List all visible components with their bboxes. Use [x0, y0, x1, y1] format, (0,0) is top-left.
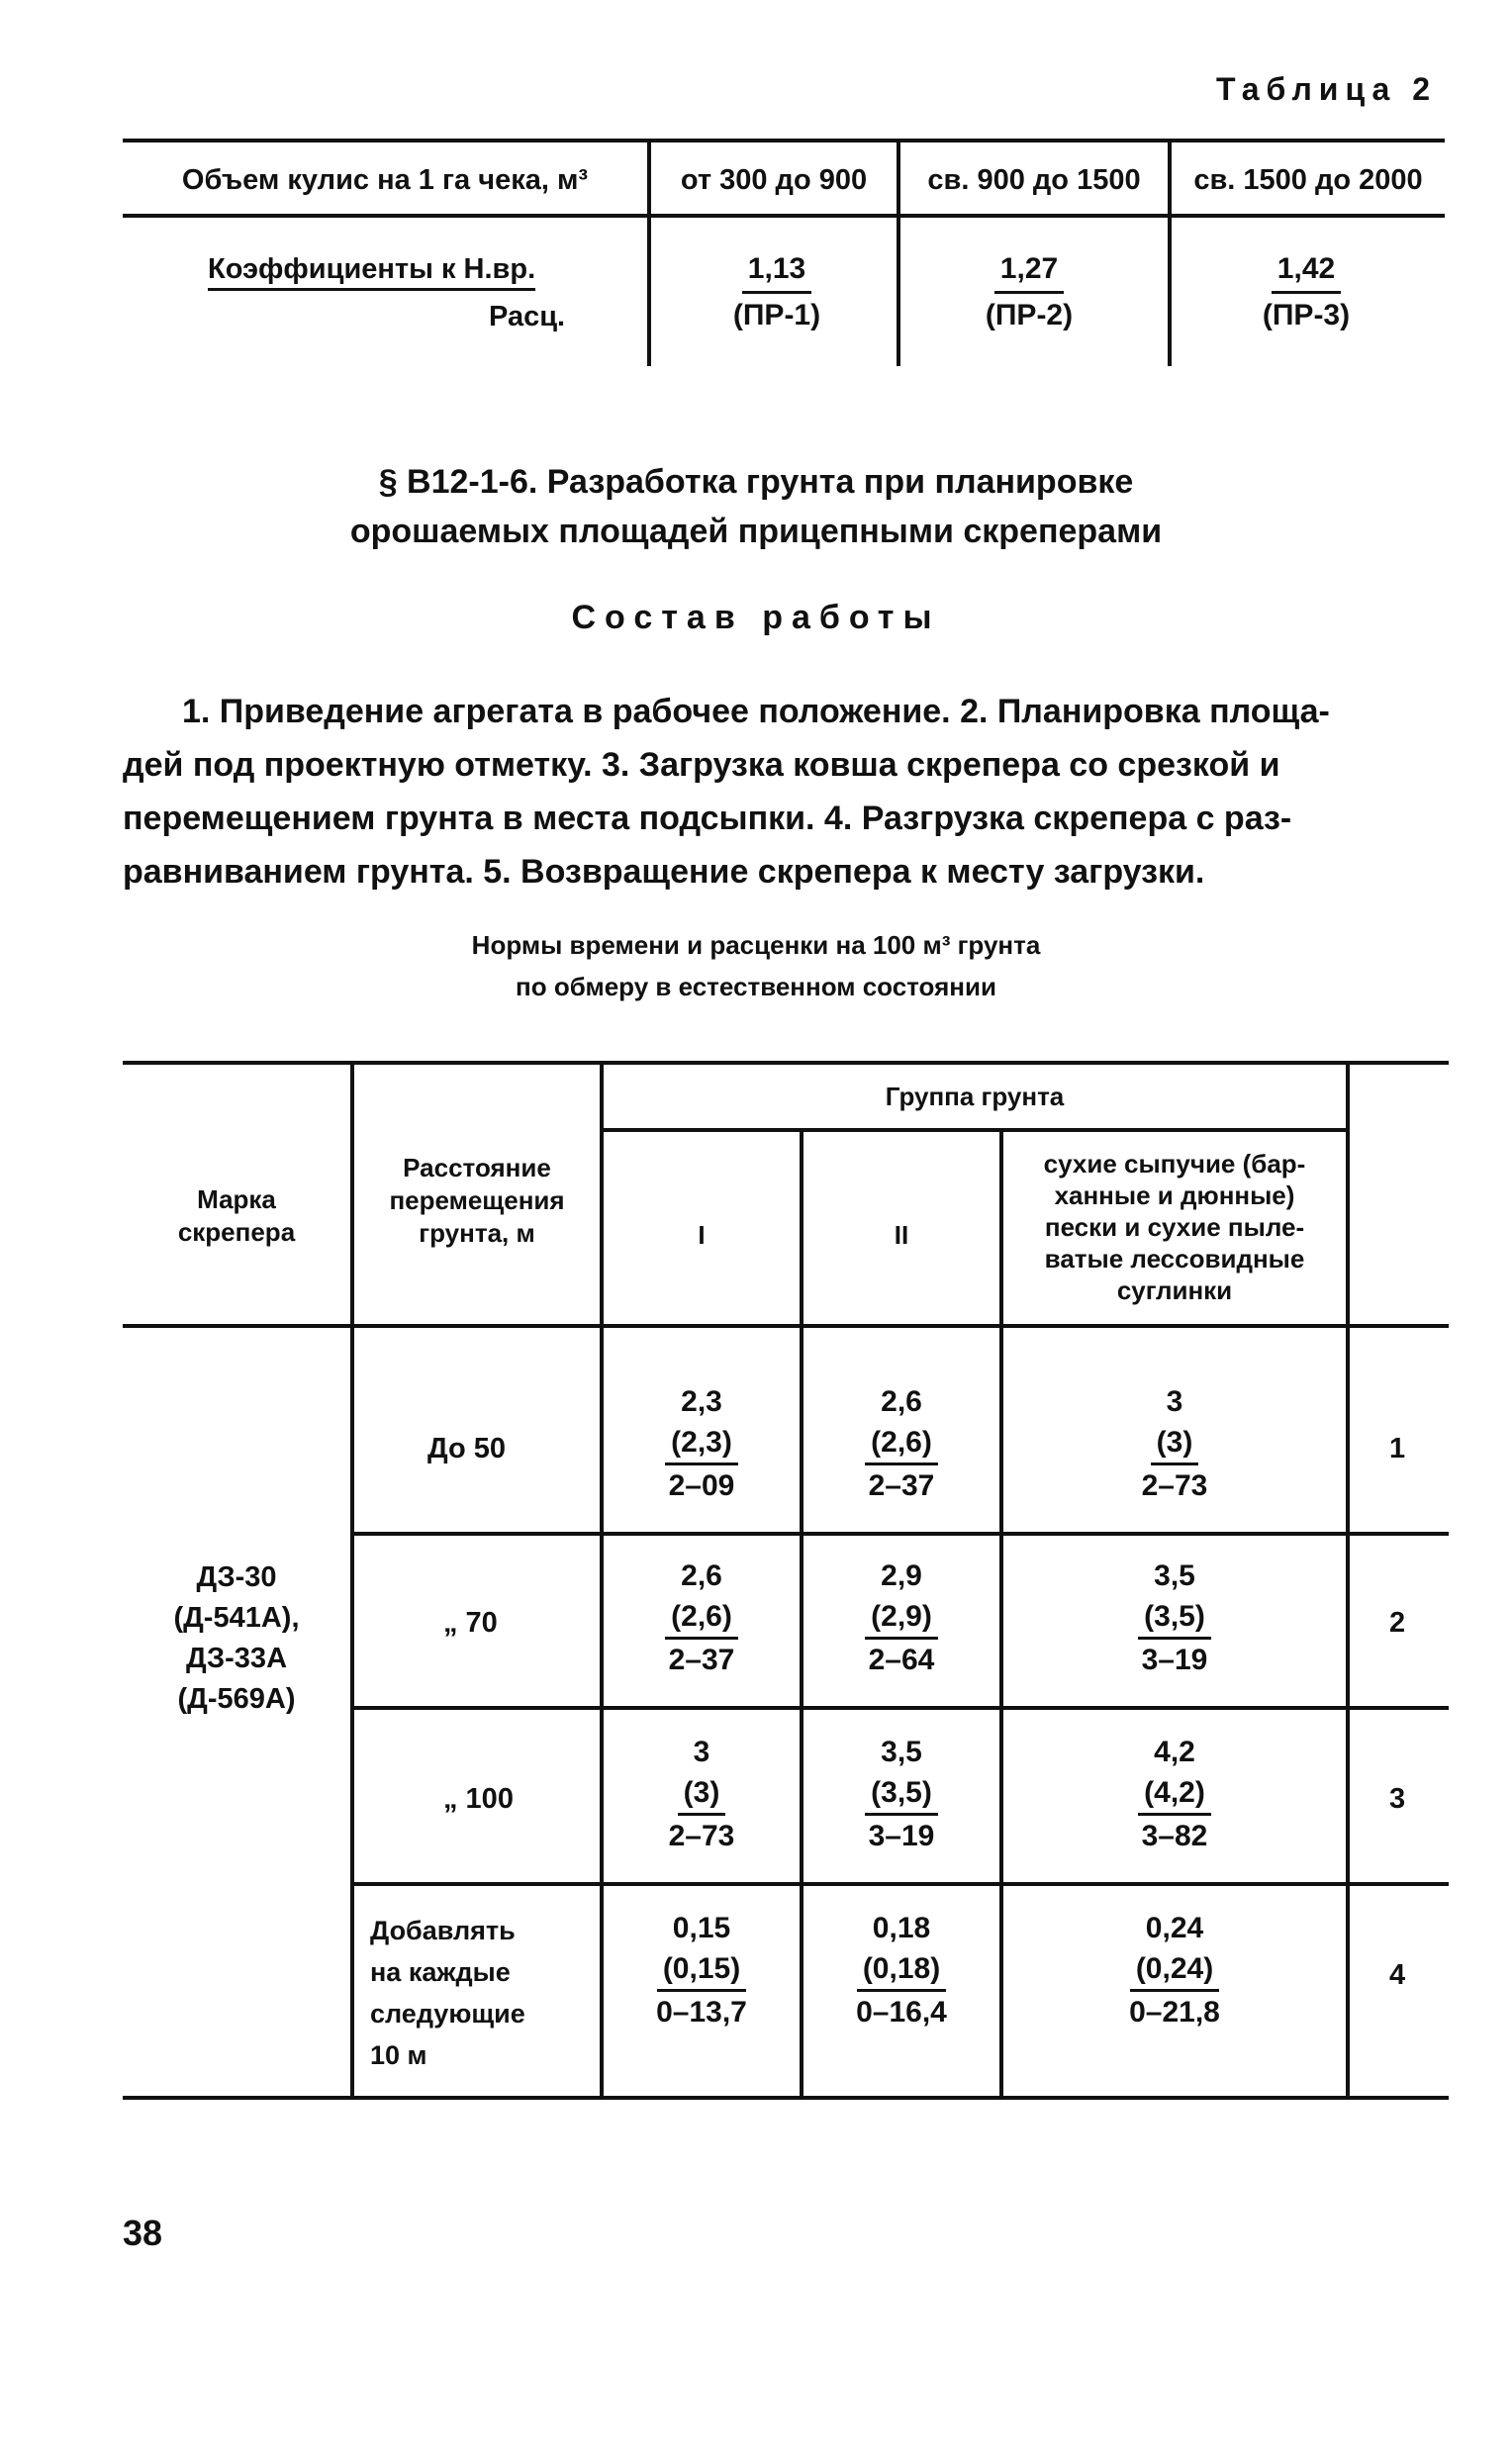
page-number: 38	[123, 2213, 163, 2253]
norm-cell: 3 (3) 2–73	[1141, 1385, 1208, 1502]
norms-caption-line2: по обмеру в естественном состоянии	[516, 972, 996, 1001]
table2-head-range-2: св. 900 до 1500	[927, 164, 1141, 196]
composition-heading: Состав работы	[571, 599, 941, 636]
section-title-line1: § В12-1-6. Разработка грунта при планировке	[378, 463, 1134, 501]
distance-4: Добавлять на каждые следующие 10 м	[370, 1916, 525, 2070]
text-line: 1. Приведение агрегата в рабочее положение. 2. Планировка площа-	[182, 693, 1330, 730]
table2-head-range-3: св. 1500 до 2000	[1193, 164, 1423, 196]
text-line: равниванием грунта. 5. Возвращение скрепера к месту загрузки.	[123, 853, 1205, 891]
norm-cell: 2,3 (2,3) 2–09	[604, 1381, 800, 1506]
text-line: перемещением грунта в места подсыпки. 4. Разгрузка скрепера с раз-	[123, 800, 1292, 837]
coef-value-3: 1,42 (ПР-3)	[1207, 247, 1405, 337]
norm-cell: 3,5 (3,5) 3–19	[803, 1732, 999, 1856]
composition-text	[123, 685, 1449, 898]
group-header: Группа грунта	[885, 1082, 1065, 1111]
coef-value-2: 1,27 (ПР-2)	[930, 247, 1128, 337]
norm-cell: 2,6 (2,6) 2–37	[803, 1381, 999, 1506]
header-distance: Расстояние перемещения грунта, м	[389, 1153, 565, 1248]
row-number-2: 2	[1389, 1607, 1406, 1639]
distance-1: До 50	[427, 1433, 507, 1464]
norm-cell: 0,18 (0,18) 0–16,4	[856, 1912, 947, 2029]
table-label: Таблица 2	[1215, 71, 1437, 107]
scraper-brand: ДЗ-30 (Д-541А), ДЗ-33А (Д-569А)	[173, 1561, 300, 1715]
norm-cell: 3,5 (3,5) 3–19	[1003, 1556, 1346, 1680]
norm-cell: 3 (3) 2–73	[668, 1736, 735, 1852]
norm-cell: 4,2 (4,2) 3–82	[1003, 1732, 1346, 1856]
row-number-3: 3	[1389, 1783, 1406, 1815]
coef-label: Коэффициенты к Н.вр.	[208, 253, 535, 291]
section-title-line2: орошаемых площадей прицепными скреперами	[349, 513, 1163, 550]
norm-cell: 0,15 (0,15) 0–13,7	[656, 1912, 747, 2029]
rate-label: Расц.	[489, 301, 566, 332]
header-group-3: сухие сыпучие (бар- ханные и дюнные) пески и сухие пыле- ватые лессовидные суглинки	[1043, 1149, 1306, 1305]
norm-cell: 2,9 (2,9) 2–64	[803, 1556, 999, 1680]
distance-2: „ 70	[443, 1607, 498, 1639]
norms-caption-line1: Нормы времени и расценки на 100 м³ грунта	[471, 930, 1041, 960]
header-group-1: I	[698, 1220, 706, 1250]
coef-value-1: 1,13 (ПР-1)	[683, 247, 871, 337]
row-number-4: 4	[1389, 1959, 1406, 1991]
norm-cell: 2,6 (2,6) 2–37	[604, 1556, 800, 1680]
norm-cell: 0,24 (0,24) 0–21,8	[1129, 1912, 1220, 2029]
row-number-1: 1	[1389, 1433, 1406, 1464]
header-group-2: II	[894, 1220, 909, 1250]
header-brand: Марка скрепера	[177, 1184, 296, 1247]
distance-3: „ 100	[443, 1783, 514, 1815]
text-line: дей под проектную отметку. 3. Загрузка ковша скрепера со срезкой и	[123, 746, 1280, 784]
table2-head-volume: Объем кулис на 1 га чека, м³	[181, 164, 589, 196]
table2-head-range-1: от 300 до 900	[680, 164, 868, 196]
